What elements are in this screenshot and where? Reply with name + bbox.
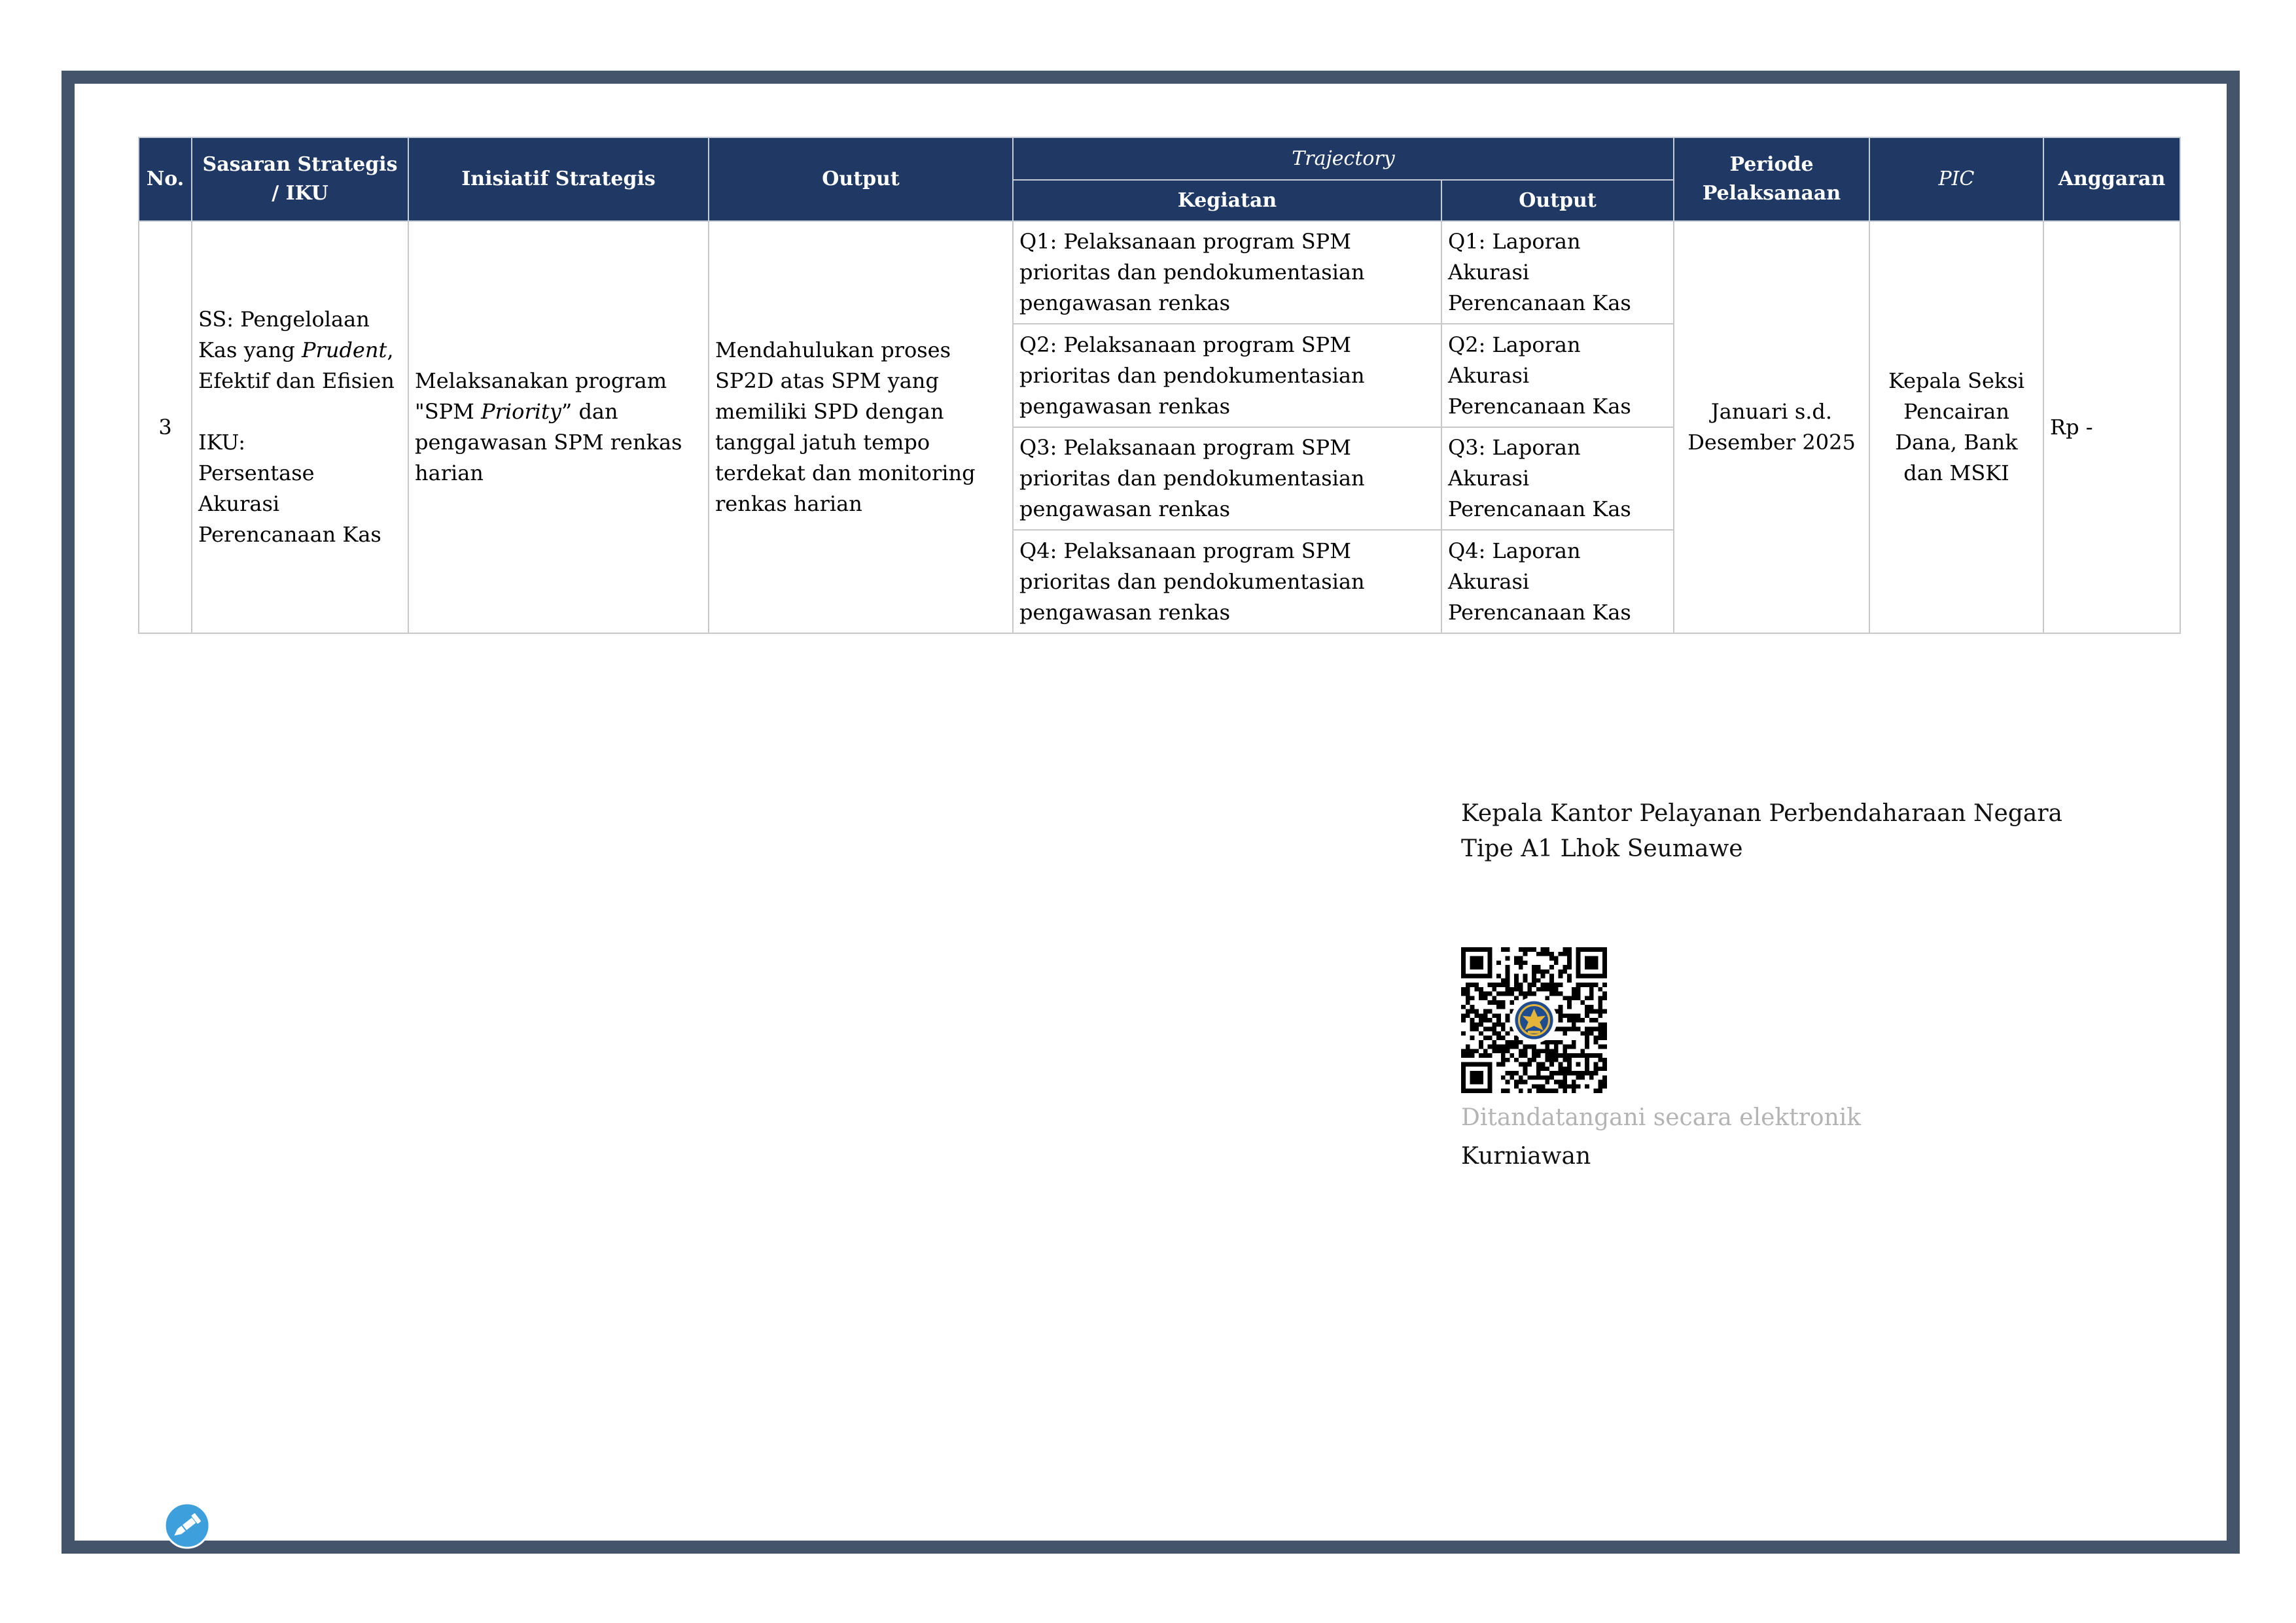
- signatory-title-line-2: Tipe A1 Lhok Seumawe: [1461, 835, 1743, 862]
- col-header-kegiatan: Kegiatan: [1013, 180, 1441, 221]
- electronic-signature-note: Ditandatangani secara elektronik: [1461, 1104, 1862, 1131]
- col-header-sasaran-strategis: Sasaran Strategis / IKU: [192, 137, 408, 221]
- emblem-base: [1528, 1031, 1540, 1034]
- signature-block: [1461, 796, 2214, 1189]
- sasaran-ss-text: [198, 304, 402, 396]
- inisiatif-text-italic: Priority: [481, 399, 561, 424]
- cell-kegiatan-q3: Q3: Pelaksanaan program SPM prioritas dan pendokumentasian pengawasan renkas: [1013, 427, 1441, 530]
- cell-trajectory-output-q2: Q2: Laporan Akurasi Perencanaan Kas: [1441, 324, 1674, 427]
- ss-text-italic: Prudent: [302, 338, 387, 362]
- iku-text: Persentase Akurasi Perencanaan Kas: [198, 461, 381, 547]
- cell-output: Mendahulukan proses SP2D atas SPM yang memiliki SPD dengan tanggal jatuh tempo terdekat dan monitoring renkas harian: [709, 221, 1013, 633]
- cell-kegiatan-q1: Q1: Pelaksanaan program SPM prioritas dan pendokumentasian pengawasan renkas: [1013, 221, 1441, 324]
- cell-inisiatif-strategis: [408, 221, 709, 633]
- iku-table: [138, 137, 2181, 634]
- col-header-pic: PIC: [1869, 137, 2043, 221]
- cell-kegiatan-q4: Q4: Pelaksanaan program SPM prioritas dan pendokumentasian pengawasan renkas: [1013, 530, 1441, 633]
- table-row: [139, 221, 2180, 324]
- cell-anggaran: Rp -: [2043, 221, 2180, 633]
- header-row-top: [139, 137, 2180, 180]
- inisiatif-text-start: Melaksanakan program "SPM: [415, 368, 667, 424]
- col-header-anggaran: Anggaran: [2043, 137, 2180, 221]
- qr-code: [1461, 947, 1607, 1093]
- iku-label: IKU:: [198, 430, 246, 455]
- cell-sasaran-strategis: [192, 221, 408, 633]
- col-header-no: No.: [139, 137, 192, 221]
- ss-text-end: , Efektif dan Efisien: [198, 338, 395, 393]
- inisiatif-text-end: ” dan pengawasan SPM renkas harian: [415, 399, 682, 485]
- signatory-title-line-1: Kepala Kantor Pelayanan Perbendaharaan Negara: [1461, 800, 2063, 827]
- col-header-inisiatif-strategis: Inisiatif Strategis: [408, 137, 709, 221]
- cell-no: 3: [139, 221, 192, 633]
- cell-kegiatan-q2: Q2: Pelaksanaan program SPM prioritas dan pendokumentasian pengawasan renkas: [1013, 324, 1441, 427]
- col-header-output: Output: [709, 137, 1013, 221]
- cell-trajectory-output-q4: Q4: Laporan Akurasi Perencanaan Kas: [1441, 530, 1674, 633]
- col-header-trajectory: Trajectory: [1013, 137, 1674, 180]
- cell-trajectory-output-q3: Q3: Laporan Akurasi Perencanaan Kas: [1441, 427, 1674, 530]
- cell-periode: Januari s.d. Desember 2025: [1674, 221, 1869, 633]
- kemenkeu-emblem-icon: [1511, 997, 1557, 1043]
- cell-pic: Kepala Seksi Pencairan Dana, Bank dan MSKI: [1869, 221, 2043, 633]
- ss-text-start: SS: Pengelolaan Kas yang: [198, 307, 370, 362]
- cell-trajectory-output-q1: Q1: Laporan Akurasi Perencanaan Kas: [1441, 221, 1674, 324]
- col-header-trajectory-output: Output: [1441, 180, 1674, 221]
- pen-icon: [162, 1501, 212, 1550]
- col-header-periode: Periode Pelaksanaan: [1674, 137, 1869, 221]
- signatory-name: Kurniawan: [1461, 1143, 1591, 1170]
